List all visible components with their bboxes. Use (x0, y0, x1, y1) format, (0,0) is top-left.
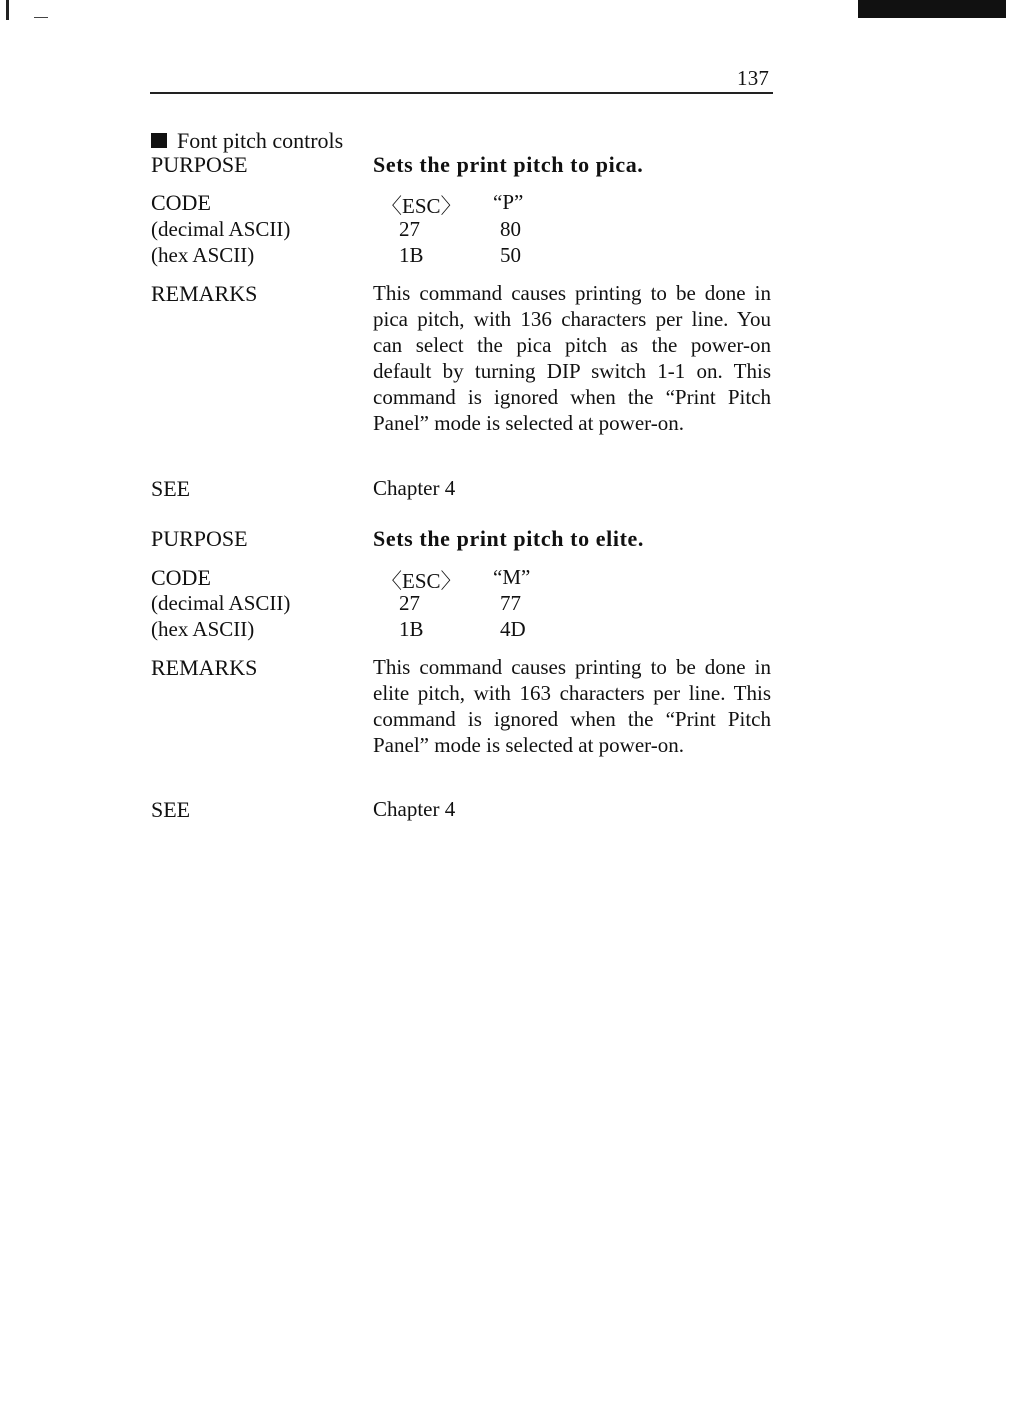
see-label: SEE (151, 797, 191, 822)
remarks-text: This command causes printing to be done in elite pitch, with 163 characters per line. This command is ignored when the “Print Pitch Panel” mode is selected at power-on. (373, 655, 771, 757)
header-rule (150, 92, 773, 94)
remarks-text: This command causes printing to be done in pica pitch, with 136 characters per line. You can select the pica pitch as the power-on default by turning DIP switch 1-1 on. This command is ignored when the “Print Pitch Panel” mode is selected at power-on. (373, 281, 771, 435)
decimal-escape-value: 27 (399, 217, 420, 241)
remarks-label: REMARKS (151, 655, 258, 680)
scan-corner-mark (6, 0, 9, 20)
decimal-escape-value: 27 (399, 591, 420, 615)
see-reference: Chapter 4 (373, 476, 456, 500)
hex-escape-value: 1B (399, 617, 424, 641)
decimal-character-value: 80 (500, 217, 521, 241)
see-reference: Chapter 4 (373, 797, 456, 821)
purpose-text: Sets the print pitch to pica. (373, 152, 644, 177)
code-character: “M” (493, 565, 531, 589)
hex-escape-value: 1B (399, 243, 424, 267)
code-label: CODE (151, 190, 211, 215)
square-bullet-icon (151, 133, 167, 148)
hex-ascii-label: (hex ASCII) (151, 617, 255, 641)
code-escape: 〈ESC〉 (381, 194, 462, 218)
code-label: CODE (151, 565, 211, 590)
hex-ascii-label: (hex ASCII) (151, 243, 255, 267)
purpose-label: PURPOSE (151, 526, 248, 551)
section-title-text: Font pitch controls (177, 128, 344, 153)
purpose-text: Sets the print pitch to elite. (373, 526, 644, 551)
hex-character-value: 50 (500, 243, 521, 267)
scan-edge-bar (858, 0, 1006, 18)
decimal-character-value: 77 (500, 591, 521, 615)
purpose-label: PURPOSE (151, 152, 248, 177)
page-number: 137 (737, 66, 770, 90)
remarks-label: REMARKS (151, 281, 258, 306)
hex-character-value: 4D (500, 617, 526, 641)
code-character: “P” (493, 190, 524, 214)
decimal-ascii-label: (decimal ASCII) (151, 591, 291, 615)
see-label: SEE (151, 476, 191, 501)
decimal-ascii-label: (decimal ASCII) (151, 217, 291, 241)
section-heading (151, 128, 343, 154)
scan-corner-dash (34, 17, 48, 18)
code-escape: 〈ESC〉 (381, 569, 462, 593)
